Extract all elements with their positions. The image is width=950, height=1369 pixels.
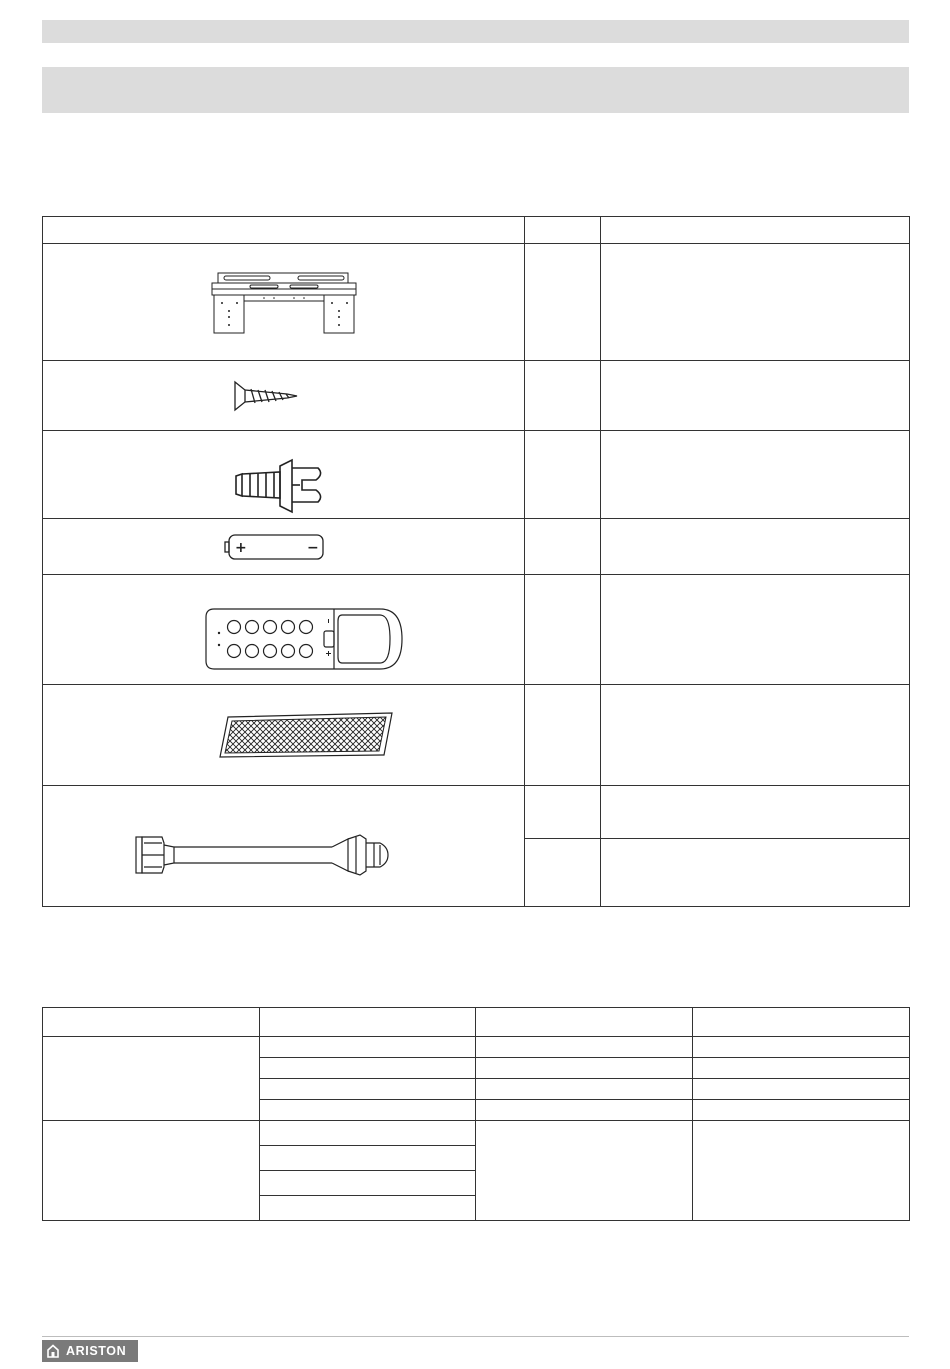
header-bar [42,20,909,43]
quantity-cell [525,575,601,685]
description-cell [601,786,910,839]
description-cell [601,519,910,575]
table-row [43,431,910,519]
table-row [43,575,910,685]
table-row [43,361,910,431]
table-cell [260,1146,476,1171]
description-cell [601,575,910,685]
mounting-plate-icon [204,269,364,335]
quantity-cell [525,685,601,786]
table-header-row [43,1008,910,1037]
filter-icon [218,711,398,759]
header-cell [43,217,525,244]
screw-icon [231,378,301,414]
house-icon [46,1344,60,1358]
quantity-cell [525,361,601,431]
table-cell [693,1079,910,1100]
quantity-cell [525,519,601,575]
image-cell [43,431,525,519]
brand-logo [42,1340,138,1362]
table-cell [476,1037,693,1058]
brand-logo-text: ARISTON [66,1344,127,1358]
header-cell [43,1008,260,1037]
accessories-table [42,216,910,907]
table-cell [693,1058,910,1079]
description-cell [601,431,910,519]
table-cell [476,1100,693,1121]
table-cell [260,1196,476,1221]
image-cell [43,244,525,361]
battery-icon [223,530,327,564]
image-cell [43,575,525,685]
group-cell [43,1121,260,1221]
pipe-connector-icon [134,833,390,877]
table-cell [260,1121,476,1146]
table-row [43,244,910,361]
table-header-row [43,217,910,244]
table-row [43,519,910,575]
table-cell [260,1079,476,1100]
table-cell [260,1058,476,1079]
image-cell [43,685,525,786]
table-row [43,786,910,839]
title-bar [42,67,909,113]
group-cell [43,1037,260,1121]
table-row [43,685,910,786]
wall-plug-anchor-icon [230,458,326,514]
quantity-cell [525,431,601,519]
header-cell [260,1008,476,1037]
image-cell [43,519,525,575]
merged-cell [476,1121,693,1221]
description-cell [601,361,910,431]
table-cell [476,1058,693,1079]
image-cell [43,786,525,907]
table-cell [260,1100,476,1121]
table-row [43,1037,910,1058]
description-cell [601,839,910,907]
table-cell [476,1079,693,1100]
header-cell [693,1008,910,1037]
table-cell [693,1037,910,1058]
header-cell [601,217,910,244]
header-cell [476,1008,693,1037]
spec-table [42,1007,910,1221]
table-cell [260,1171,476,1196]
battery-plus-label: + [234,539,247,556]
quantity-cell [525,786,601,839]
quantity-cell [525,839,601,907]
quantity-cell [525,244,601,361]
description-cell [601,685,910,786]
table-cell [260,1037,476,1058]
description-cell [601,244,910,361]
battery-minus-label: − [306,539,319,556]
header-cell [525,217,601,244]
remote-control-icon [204,607,404,671]
image-cell [43,361,525,431]
table-row [43,1121,910,1146]
table-cell [693,1100,910,1121]
footer-divider [42,1336,909,1337]
merged-cell [693,1121,910,1221]
